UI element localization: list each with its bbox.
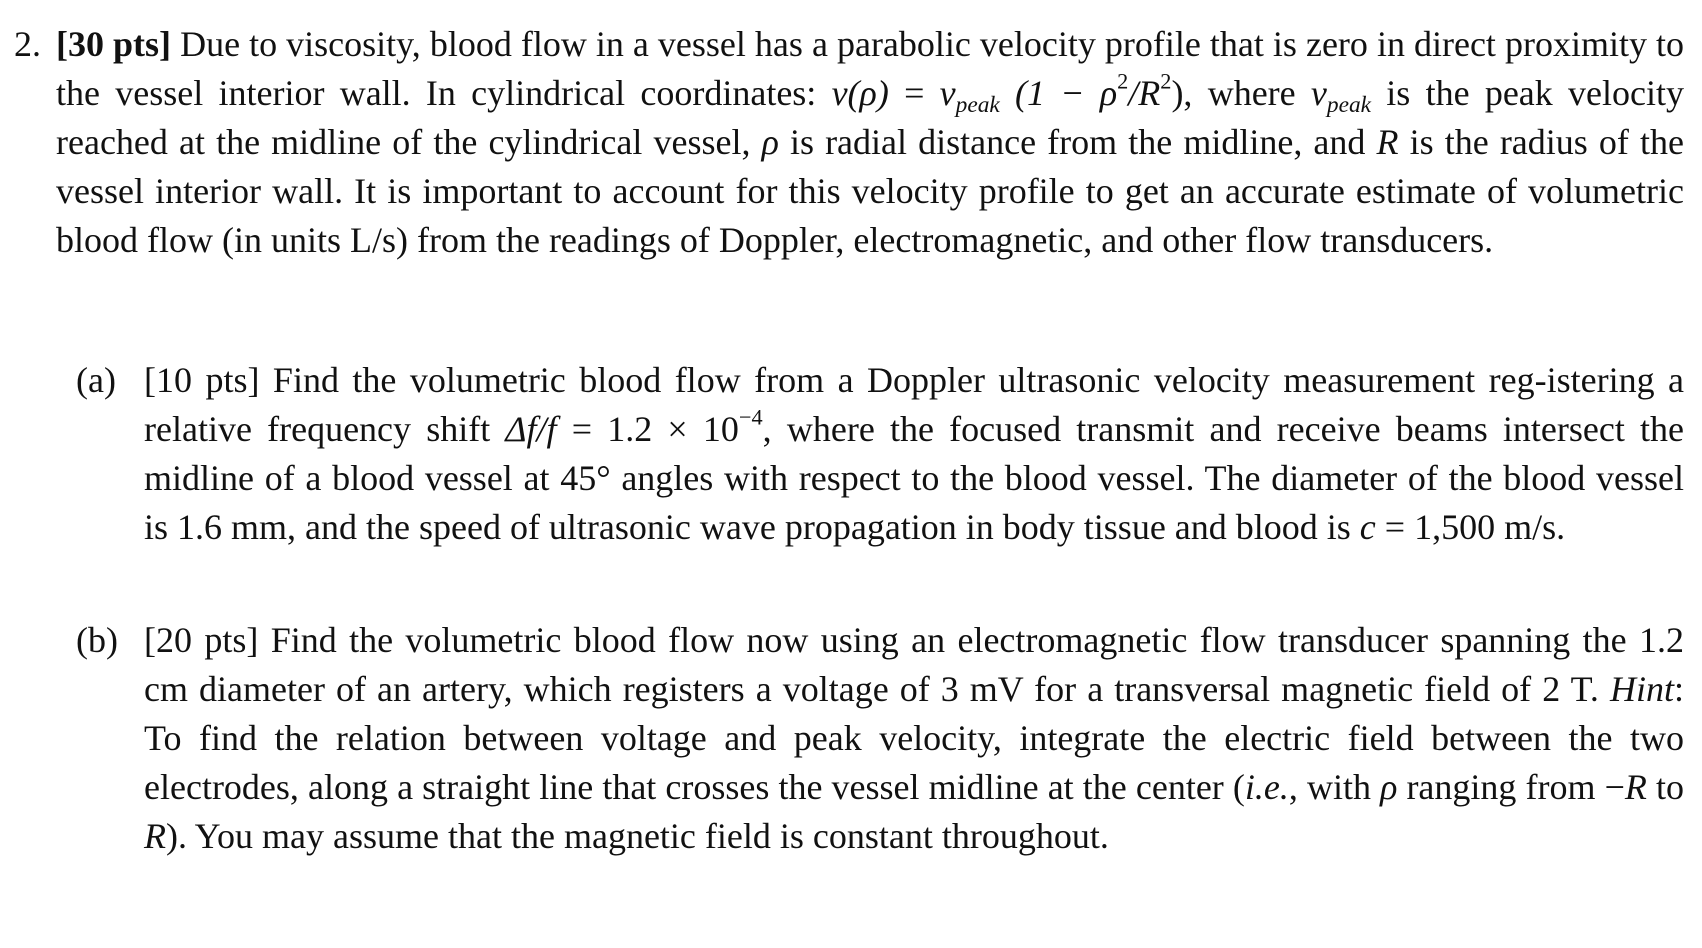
part-a-delta-f: Δf/f [505, 409, 557, 449]
problem-intro [56, 20, 1684, 265]
intro-text-5: is the radius of the vessel interior wall. It is important to account for this velocity profile to get an accurate estimate of volumetric blood flow (in units L/s) from the readings of Doppler, electromagnetic, and other flow transducers. [56, 122, 1684, 260]
part-b-r2: R [144, 816, 166, 856]
part-b-r1: R [1624, 767, 1647, 807]
eq-paren-close: ), [1171, 73, 1193, 113]
eq-sup-2a: 2 [1117, 68, 1129, 94]
eq-v-lhs: v(ρ) [831, 73, 889, 113]
part-b-hint: Hint [1609, 669, 1674, 709]
part-b-text-6: ). You may assume that the magnetic field is constant throughout. [166, 816, 1109, 856]
intro-peak-sub: peak [1326, 92, 1372, 119]
part-b-rho: ρ [1380, 767, 1398, 807]
part-a-text-1: Find the volumetric blood flow from a Doppler ultrasonic velocity measurement reg-istering a relative frequency shift [144, 360, 1685, 449]
part-a-c: c [1359, 507, 1376, 547]
part-a-text-3: = 1,500 m/s. [1375, 507, 1566, 547]
part-a-text-2: , where the focused transmit and receive beams intersect the midline of a blood vessel at 45° angles with respect to the blood vessel. The diameter of the blood vessel is 1.6 mm, and the speed of ultrasonic wave propagation in body tissue and blood is [144, 409, 1685, 547]
eq-peak-sub: peak [955, 92, 1000, 119]
intro-v: v [1310, 73, 1327, 113]
intro-text-1: Due to viscosity, blood flow in a vessel has a parabolic velocity profile that is zero in direct proximity to the vessel interior wall. In cylindrical coordinates: [56, 24, 1684, 113]
intro-rho: ρ [761, 122, 779, 162]
problem-points: [30 pts] [56, 24, 172, 64]
part-b-text-2: : To find the relation between voltage and peak velocity, integrate the electric field between the two electrodes, along a straight line that crosses the vessel midline at the center ( [144, 669, 1684, 807]
part-a-label: (a) [76, 360, 116, 400]
eq-slash-r: /R [1128, 73, 1161, 113]
problem-number: 2. [14, 24, 41, 64]
part-b-text-1: Find the volumetric blood flow now using an electromagnetic flow transducer spanning the 1.2 cm diameter of an artery, which registers a voltage of 3 mV for a transversal magnetic field of 2 T. [144, 620, 1684, 709]
part-b-label: (b) [76, 620, 118, 660]
part-a [76, 356, 1684, 552]
part-b-ie: i.e. [1244, 767, 1289, 807]
intro-text-4: is radial distance from the midline, and [778, 122, 1377, 162]
eq-v: v [939, 73, 956, 113]
part-a-exp: −4 [738, 404, 763, 430]
part-b [76, 616, 1684, 861]
eq-sup-2b: 2 [1160, 68, 1172, 94]
eq-equals: = [888, 73, 940, 113]
part-a-points: [10 pts] [144, 360, 260, 400]
intro-r: R [1376, 122, 1399, 162]
part-b-text-3: , with [1288, 767, 1381, 807]
part-b-points: [20 pts] [144, 620, 259, 660]
eq-paren-open: (1 − ρ [999, 73, 1118, 113]
problem-2 [14, 20, 1684, 265]
part-b-text-5: to [1646, 767, 1684, 807]
part-b-text-4: ranging from − [1397, 767, 1625, 807]
intro-text-3: is the peak velocity reached at the midline of the cylindrical vessel, [56, 73, 1684, 162]
part-a-eq: = 1.2 × 10 [556, 409, 739, 449]
intro-text-2: where [1192, 73, 1311, 113]
